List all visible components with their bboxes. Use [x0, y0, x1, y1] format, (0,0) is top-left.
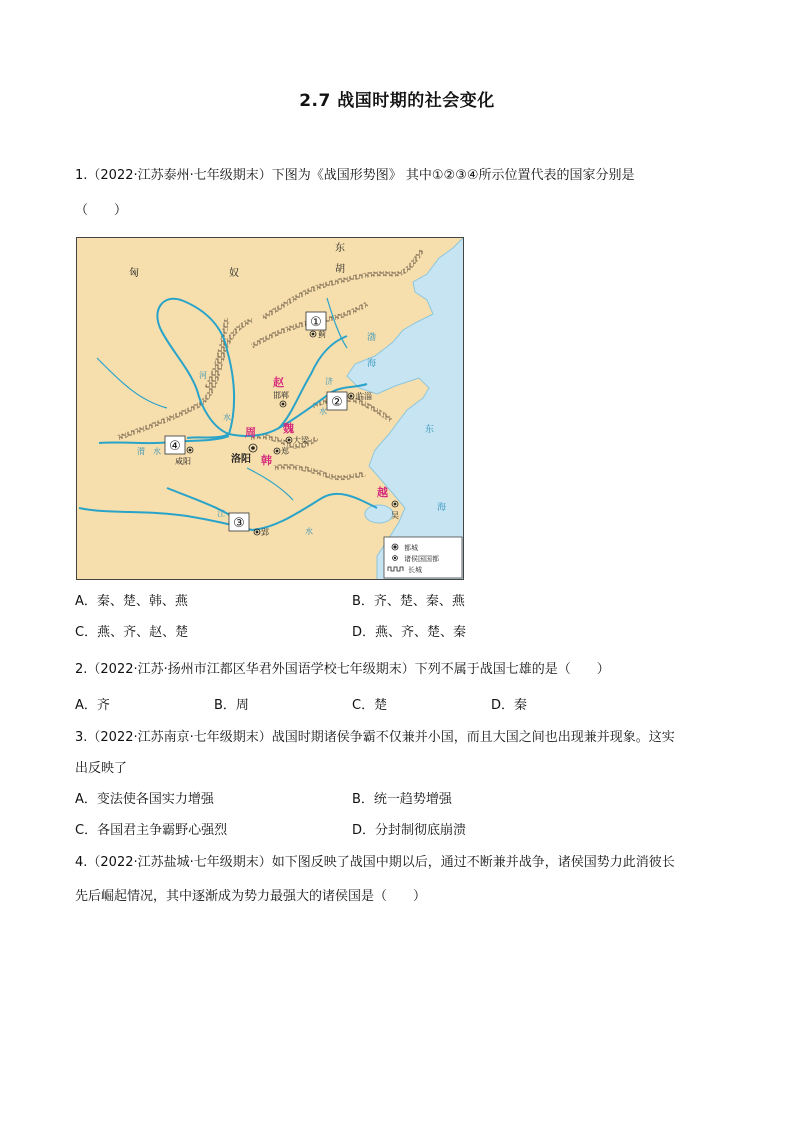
- question-1-text: 1.（2022·江苏泰州·七年级期末）下图为《战国形势图》 其中①②③④所示位置代表的国家分别是: [75, 168, 635, 183]
- city-ying: 郢: [261, 528, 269, 537]
- city-handan: 邯郸: [273, 391, 289, 400]
- legend-capital: 都城: [404, 544, 418, 552]
- legend-state-capital: 诸侯国国都: [404, 555, 439, 563]
- q1-option-c[interactable]: C．燕、齐、赵、楚: [75, 625, 189, 640]
- region-xiongnu-1: 匈: [129, 268, 139, 279]
- region-donghu-1: 东: [335, 243, 345, 254]
- city-luoyang: 洛阳: [231, 454, 251, 465]
- region-donghu-2: 胡: [335, 264, 345, 275]
- river-label-wei: 渭: [137, 447, 145, 456]
- question-2-text: 2.（2022·江苏·扬州市江都区华君外国语学校七年级期末）下列不属于战国七雄的是（ ）: [75, 662, 610, 677]
- river-label-wei-2: 水: [153, 447, 161, 456]
- q2-option-c[interactable]: C．楚: [352, 698, 388, 713]
- marker-4: ④: [169, 439, 181, 454]
- river-label-jiang-2: 水: [305, 527, 313, 536]
- q1-option-a[interactable]: A．秦、楚、韩、燕: [75, 594, 188, 609]
- river-label-he-2: 水: [223, 413, 231, 422]
- marker-2: ②: [331, 395, 343, 410]
- state-zhou: 周: [245, 426, 256, 439]
- question-4-text-cont: 先后崛起情况，其中逐渐成为势力最强大的诸侯国是（ ）: [75, 889, 427, 904]
- q3-option-d[interactable]: D．分封制彻底崩溃: [352, 823, 467, 838]
- q3-option-b[interactable]: B．统一趋势增强: [352, 792, 452, 807]
- marker-1: ①: [310, 315, 322, 330]
- legend-great-wall: 长城: [408, 566, 422, 574]
- map-legend: [384, 537, 462, 578]
- city-linzi: 临淄: [356, 392, 372, 401]
- lake: [365, 505, 393, 523]
- question-3-text: 3.（2022·江苏南京·七年级期末）战国时期诸侯争霸不仅兼并小国，而且大国之间也出现兼并现象。这实: [75, 730, 675, 745]
- city-wu: 吴: [391, 511, 399, 520]
- q2-option-a[interactable]: A．齐: [75, 698, 110, 713]
- q3-option-c[interactable]: C．各国君主争霸野心强烈: [75, 823, 228, 838]
- marker-3: ③: [233, 516, 245, 531]
- river-label-ji: 济: [325, 377, 333, 386]
- warring-states-map: [76, 237, 464, 580]
- question-4-text: 4.（2022·江苏盐城·七年级期末）如下图反映了战国中期以后，通过不断兼并战争，诸侯国势力此消彼长: [75, 855, 675, 870]
- q1-option-b[interactable]: B．齐、楚、秦、燕: [352, 594, 465, 609]
- sea-east-label-2: 海: [437, 503, 447, 513]
- q3-option-a[interactable]: A．变法使各国实力增强: [75, 792, 214, 807]
- city-xianyang: 咸阳: [175, 457, 191, 466]
- question-3-text-cont: 出反映了: [75, 761, 128, 776]
- city-ji: 蓟: [318, 330, 326, 339]
- page-title: 2.7 战国时期的社会变化: [299, 91, 495, 111]
- river-label-ji-2: 水: [319, 407, 327, 416]
- region-xiongnu-2: 奴: [229, 268, 239, 279]
- sea-bo-label-2: 海: [367, 359, 377, 369]
- question-1-bracket: （ ）: [75, 203, 128, 218]
- q1-option-d[interactable]: D．燕、齐、楚、秦: [352, 625, 467, 640]
- city-zheng: 郑: [281, 447, 289, 456]
- state-zhao: 赵: [273, 376, 284, 389]
- state-yue: 越: [377, 486, 388, 499]
- city-daliang: 大梁: [293, 436, 309, 445]
- sea-bo-label: 渤: [367, 333, 377, 343]
- river-label-he: 河: [199, 371, 207, 380]
- state-wei: 魏: [283, 422, 294, 435]
- state-han: 韩: [261, 454, 272, 467]
- q2-option-d[interactable]: D．秦: [491, 698, 528, 713]
- q2-option-b[interactable]: B．周: [214, 698, 249, 713]
- river-label-jiang: 江: [217, 509, 225, 518]
- sea-east-label: 东: [425, 425, 435, 435]
